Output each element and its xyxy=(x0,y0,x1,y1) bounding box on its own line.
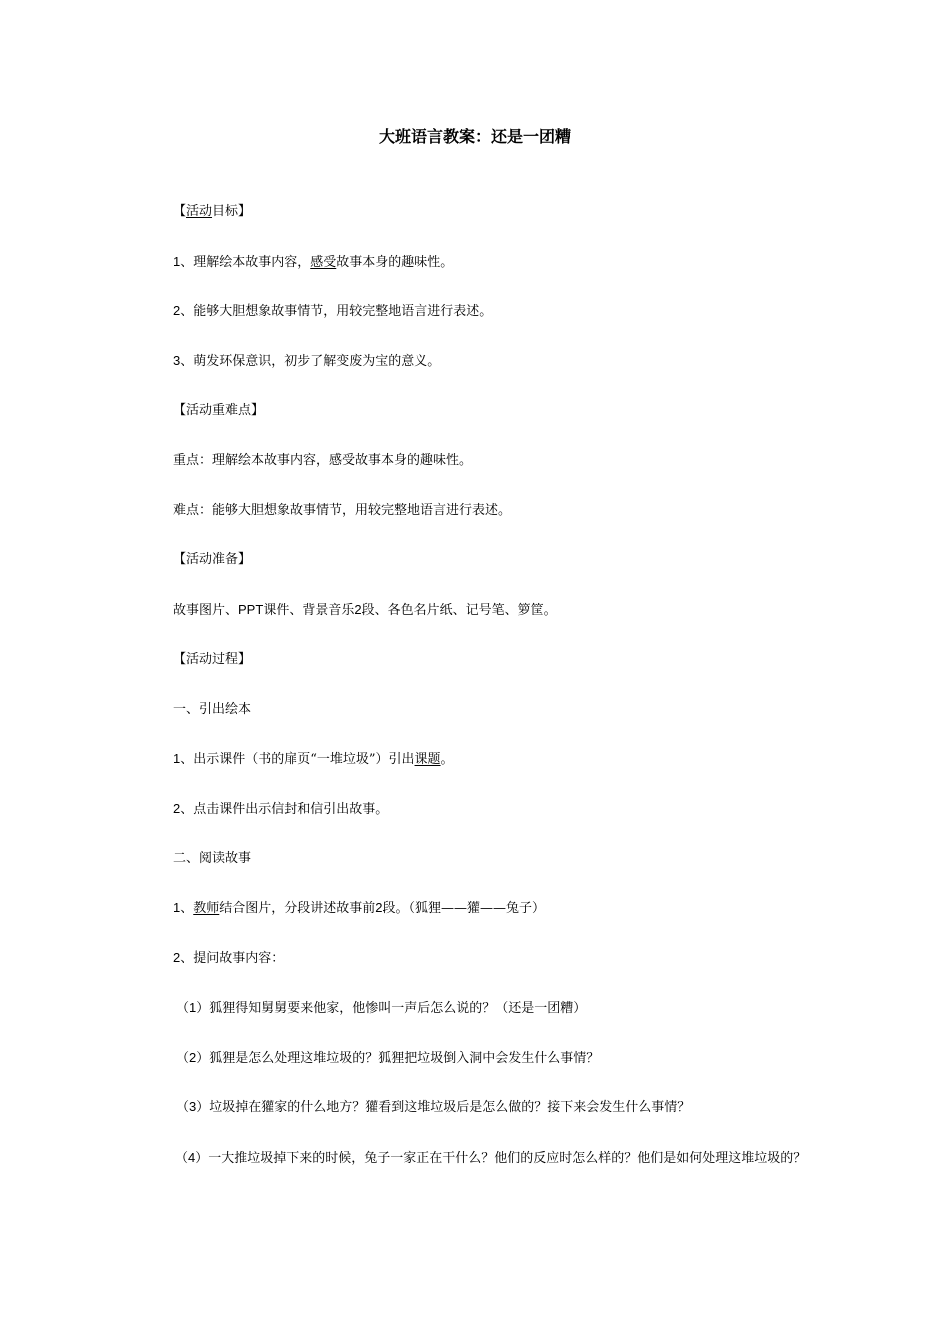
goal-item-2 xyxy=(173,302,492,321)
activity-link[interactable]: 活动 xyxy=(186,204,213,219)
bracket-open: 【 xyxy=(173,204,187,219)
question-4 xyxy=(145,1145,825,1171)
step2-item-2 xyxy=(173,949,284,968)
key-points-heading: 【活动重难点】 xyxy=(173,403,265,418)
question-3 xyxy=(176,1098,690,1117)
goal-item-1 xyxy=(173,253,453,272)
question-1 xyxy=(176,999,586,1018)
paren-open: （ xyxy=(176,1001,190,1016)
item-text: 、萌发环保意识，初步了解变废为宝的意义。 xyxy=(180,354,441,369)
paren-close: ） xyxy=(196,1001,210,1016)
item-number: 1 xyxy=(173,254,181,269)
item-number: 2 xyxy=(173,950,181,965)
prep-number: 2 xyxy=(354,602,362,617)
prep-text-c: 段、各色名片纸、记号笔、箩筐。 xyxy=(361,603,557,618)
paren-open: （ xyxy=(176,1100,190,1115)
item-number: 3 xyxy=(173,353,181,368)
question-text: 狐狸得知舅舅要来他家，他惨叫一声后怎么说的？（还是一团糟） xyxy=(209,1001,587,1016)
teacher-link[interactable]: 教师 xyxy=(193,901,220,916)
topic-link[interactable]: 课题 xyxy=(414,752,441,767)
goal-heading xyxy=(173,203,251,221)
difficult-point: 难点：能够大胆想象故事情节，用较完整地语言进行表述。 xyxy=(173,503,512,518)
step1-item-1 xyxy=(173,750,454,769)
preparation-text xyxy=(173,601,557,620)
step1-heading: 一、引出绘本 xyxy=(173,702,252,717)
paren-close: ） xyxy=(195,1151,209,1166)
item-text: 、理解绘本故事内容， xyxy=(180,255,311,270)
question-text: 一大推垃圾掉下来的时候，兔子一家正在干什么？他们的反应时怎么样的？他们是如何处理这堆垃圾的？ xyxy=(208,1151,807,1166)
item-text-mid: 结合图片，分段讲述故事前 xyxy=(219,901,376,916)
step1-item-2 xyxy=(173,800,388,819)
goal-item-3 xyxy=(173,352,440,371)
preparation-heading: 【活动准备】 xyxy=(173,552,252,567)
item-text: 、 xyxy=(180,901,194,916)
item-count: 2 xyxy=(375,900,383,915)
prep-text-a: 故事图片、 xyxy=(173,603,239,618)
key-point: 重点：理解绘本故事内容，感受故事本身的趣味性。 xyxy=(173,453,473,468)
step2-item-1 xyxy=(173,899,545,918)
question-2 xyxy=(176,1049,599,1068)
step2-heading: 二、阅读故事 xyxy=(173,851,252,866)
question-number: 1 xyxy=(189,1000,197,1015)
item-text: 、能够大胆想象故事情节，用较完整地语言进行表述。 xyxy=(180,304,493,319)
question-number: 4 xyxy=(188,1150,196,1165)
item-text-end: 故事本身的趣味性。 xyxy=(336,255,454,270)
item-number: 1 xyxy=(173,751,181,766)
paren-close: ） xyxy=(196,1051,210,1066)
paren-open: （ xyxy=(175,1151,189,1166)
item-text-end: 段。（狐狸——獾——兔子） xyxy=(382,901,546,916)
question-number: 3 xyxy=(189,1099,197,1114)
heading-text: 目标】 xyxy=(212,204,252,219)
item-text-end: 。 xyxy=(440,752,454,767)
item-number: 2 xyxy=(173,801,181,816)
question-number: 2 xyxy=(189,1050,197,1065)
feel-link[interactable]: 感受 xyxy=(310,255,337,270)
item-number: 2 xyxy=(173,303,181,318)
question-text: 垃圾掉在獾家的什么地方？獾看到这堆垃圾后是怎么做的？接下来会发生什么事情？ xyxy=(209,1100,691,1115)
paren-close: ） xyxy=(196,1100,210,1115)
prep-text-b: 课件、背景音乐 xyxy=(263,603,355,618)
item-text: 、点击课件出示信封和信引出故事。 xyxy=(180,802,389,817)
item-text: 、出示课件（书的扉页“一堆垃圾”）引出 xyxy=(180,752,415,767)
process-heading: 【活动过程】 xyxy=(173,652,252,667)
document-title: 大班语言教案：还是一团糟 xyxy=(378,127,571,146)
paren-open: （ xyxy=(176,1051,190,1066)
prep-ppt: PPT xyxy=(238,602,264,617)
item-text: 、提问故事内容： xyxy=(180,951,285,966)
question-text: 狐狸是怎么处理这堆垃圾的？狐狸把垃圾倒入洞中会发生什么事情？ xyxy=(209,1051,600,1066)
item-number: 1 xyxy=(173,900,181,915)
